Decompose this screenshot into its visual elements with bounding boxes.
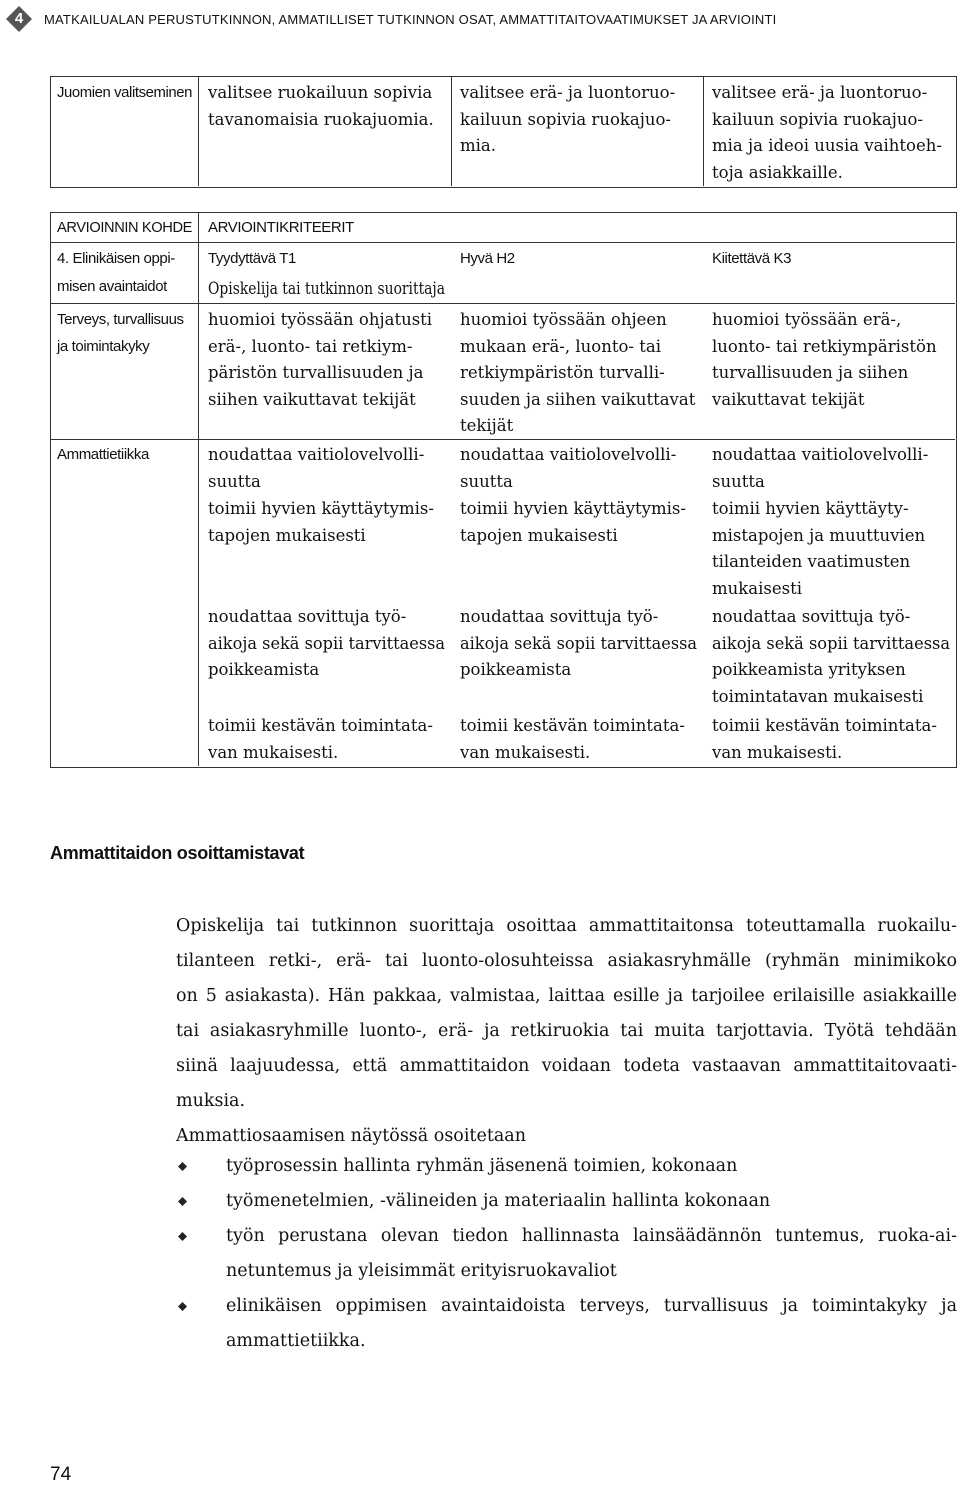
criteria-h2-beverages: valitsee erä- ja luontoruo- kailuun sopivia ruokajuo- mia. [460,83,676,155]
assessment-table [50,212,957,768]
criteria-t1-health-safety: huomioi työssään ohjatusti erä-, luonto- tai retkiym- päristön turvallisuuden ja siihen vaikuttavat tekijät [208,310,433,409]
section-paragraph: Opiskelija tai tutkinnon suorittaja osoittaa ammattitaitonsa toteuttamalla ruokailu- tilanteen retki-, erä- tai luonto-olosuhteissa asiakasryhmälle (ryhmän minimikoko on 5 asiakasta). Hän pakkaa, valmistaa, laittaa esille ja tarjoilee erilaisille asiakkaille tai asiakasryhmille luonto-, erä- ja retkiruokia tai muita tarjottavia. Työtä tehdään siinä laajuudessa, että ammattitaidon voidaan todeta vastaavan ammattitaitovaati- muksia. Ammattiosaamisen näytössä osoitetaan [176,909,957,1154]
diamond-bullet-icon [178,1162,187,1171]
level-t1: Tyydyttävä T1 [208,250,296,267]
chapter-badge [6,6,32,32]
criteria-k3-ethics-confidentiality: noudattaa vaitiolovelvolli- suutta [712,445,929,491]
criteria-h2-ethics-behaviour: toimii hyvien käyttäytymis- tapojen mukaisesti [460,499,686,545]
bullets-intro: Ammattiosaamisen näytössä osoitetaan [176,1126,526,1146]
row-label-beverages: Juomien valitseminen [57,84,193,101]
target-title: 4. Elinikäisen oppi- misen avaintaidot [57,250,175,295]
criteria-h2-ethics-sustainability: toimii kestävän toimintata- van mukaisesti. [460,716,685,762]
criteria-t1-ethics-working-hours: noudattaa sovittuja työ- aikoja sekä sopii tarvittaessa poikkeamista [208,607,446,679]
criteria-t1-ethics-confidentiality: noudattaa vaitiolovelvolli- suutta [208,445,425,491]
list-item: työprosessin hallinta ryhmän jäsenenä toimien, kokonaan [176,1149,957,1184]
criteria-h2-health-safety: huomioi työssään ohjeen mukaan erä-, luonto- tai retkiympäristön turvalli- suuden ja siihen vaikuttavat tekijät [460,310,696,435]
header-assessment-criteria: ARVIOINTIKRITEERIT [208,219,354,236]
level-k3: Kiitettävä K3 [712,250,792,267]
page-number: 74 [50,1464,72,1485]
diamond-bullet-icon [178,1232,187,1241]
list-item: työmenetelmien, -välineiden ja materiaalin hallinta kokonaan [176,1184,957,1219]
criteria-k3-ethics-sustainability: toimii kestävän toimintata- van mukaisesti. [712,716,937,762]
beverage-table [50,76,957,188]
criteria-t1-ethics-behaviour: toimii hyvien käyttäytymis- tapojen mukaisesti [208,499,434,545]
list-item: työn perustana olevan tiedon hallinnasta lainsäädännön tuntemus, ruoka-ai- netuntemus ja yleisimmät erityisruokavaliot [176,1219,957,1289]
criteria-k3-health-safety: huomioi työssään erä-, luonto- tai retkiympäristön turvallisuuden ja siihen vaikuttavat tekijät [712,310,937,409]
bullet-list [176,1149,957,1359]
level-h2: Hyvä H2 [460,250,515,267]
criteria-h2-ethics-confidentiality: noudattaa vaitiolovelvolli- suutta [460,445,677,491]
list-item: elinikäisen oppimisen avaintaidoista terveys, turvallisuus ja toimintakyky ja ammattietiikka. [176,1289,957,1359]
diamond-bullet-icon [178,1302,187,1311]
row-label-health-safety: Terveys, turvallisuus ja toimintakyky [57,311,184,355]
criteria-h2-ethics-working-hours: noudattaa sovittuja työ- aikoja sekä sopii tarvittaessa poikkeamista [460,607,698,679]
row-label-professional-ethics: Ammattietiikka [57,446,149,463]
criteria-t1-ethics-sustainability: toimii kestävän toimintata- van mukaisesti. [208,716,433,762]
chapter-number: 4 [14,10,24,27]
criteria-k3-ethics-working-hours: noudattaa sovittuja työ- aikoja sekä sopii tarvittaessa poikkeamista yrityksen toimintatavan mukaisesti [712,607,951,706]
subject-line: Opiskelija tai tutkinnon suorittaja [208,279,446,298]
header-assessment-target: ARVIOINNIN KOHDE [57,219,193,236]
running-title: MATKAILUALAN PERUSTUTKINNON, AMMATILLISET TUTKINNON OSAT, AMMATTITAITOVAATIMUKSET JA ARVIOINTI [44,12,777,27]
criteria-k3-beverages: valitsee erä- ja luontoruo- kailuun sopivia ruokajuo- mia ja ideoi uusia vaihtoeh- toja asiakkaille. [712,83,942,182]
criteria-k3-ethics-behaviour: toimii hyvien käyttäyty- mistapojen ja muuttuvien tilanteiden vaatimusten mukaisesti [712,499,926,598]
page-header [6,4,956,34]
section-title: Ammattitaidon osoittamistavat [50,843,305,863]
diamond-bullet-icon [178,1197,187,1206]
criteria-t1-beverages: valitsee ruokailuun sopivia tavanomaisia ruokajuomia. [208,83,434,129]
